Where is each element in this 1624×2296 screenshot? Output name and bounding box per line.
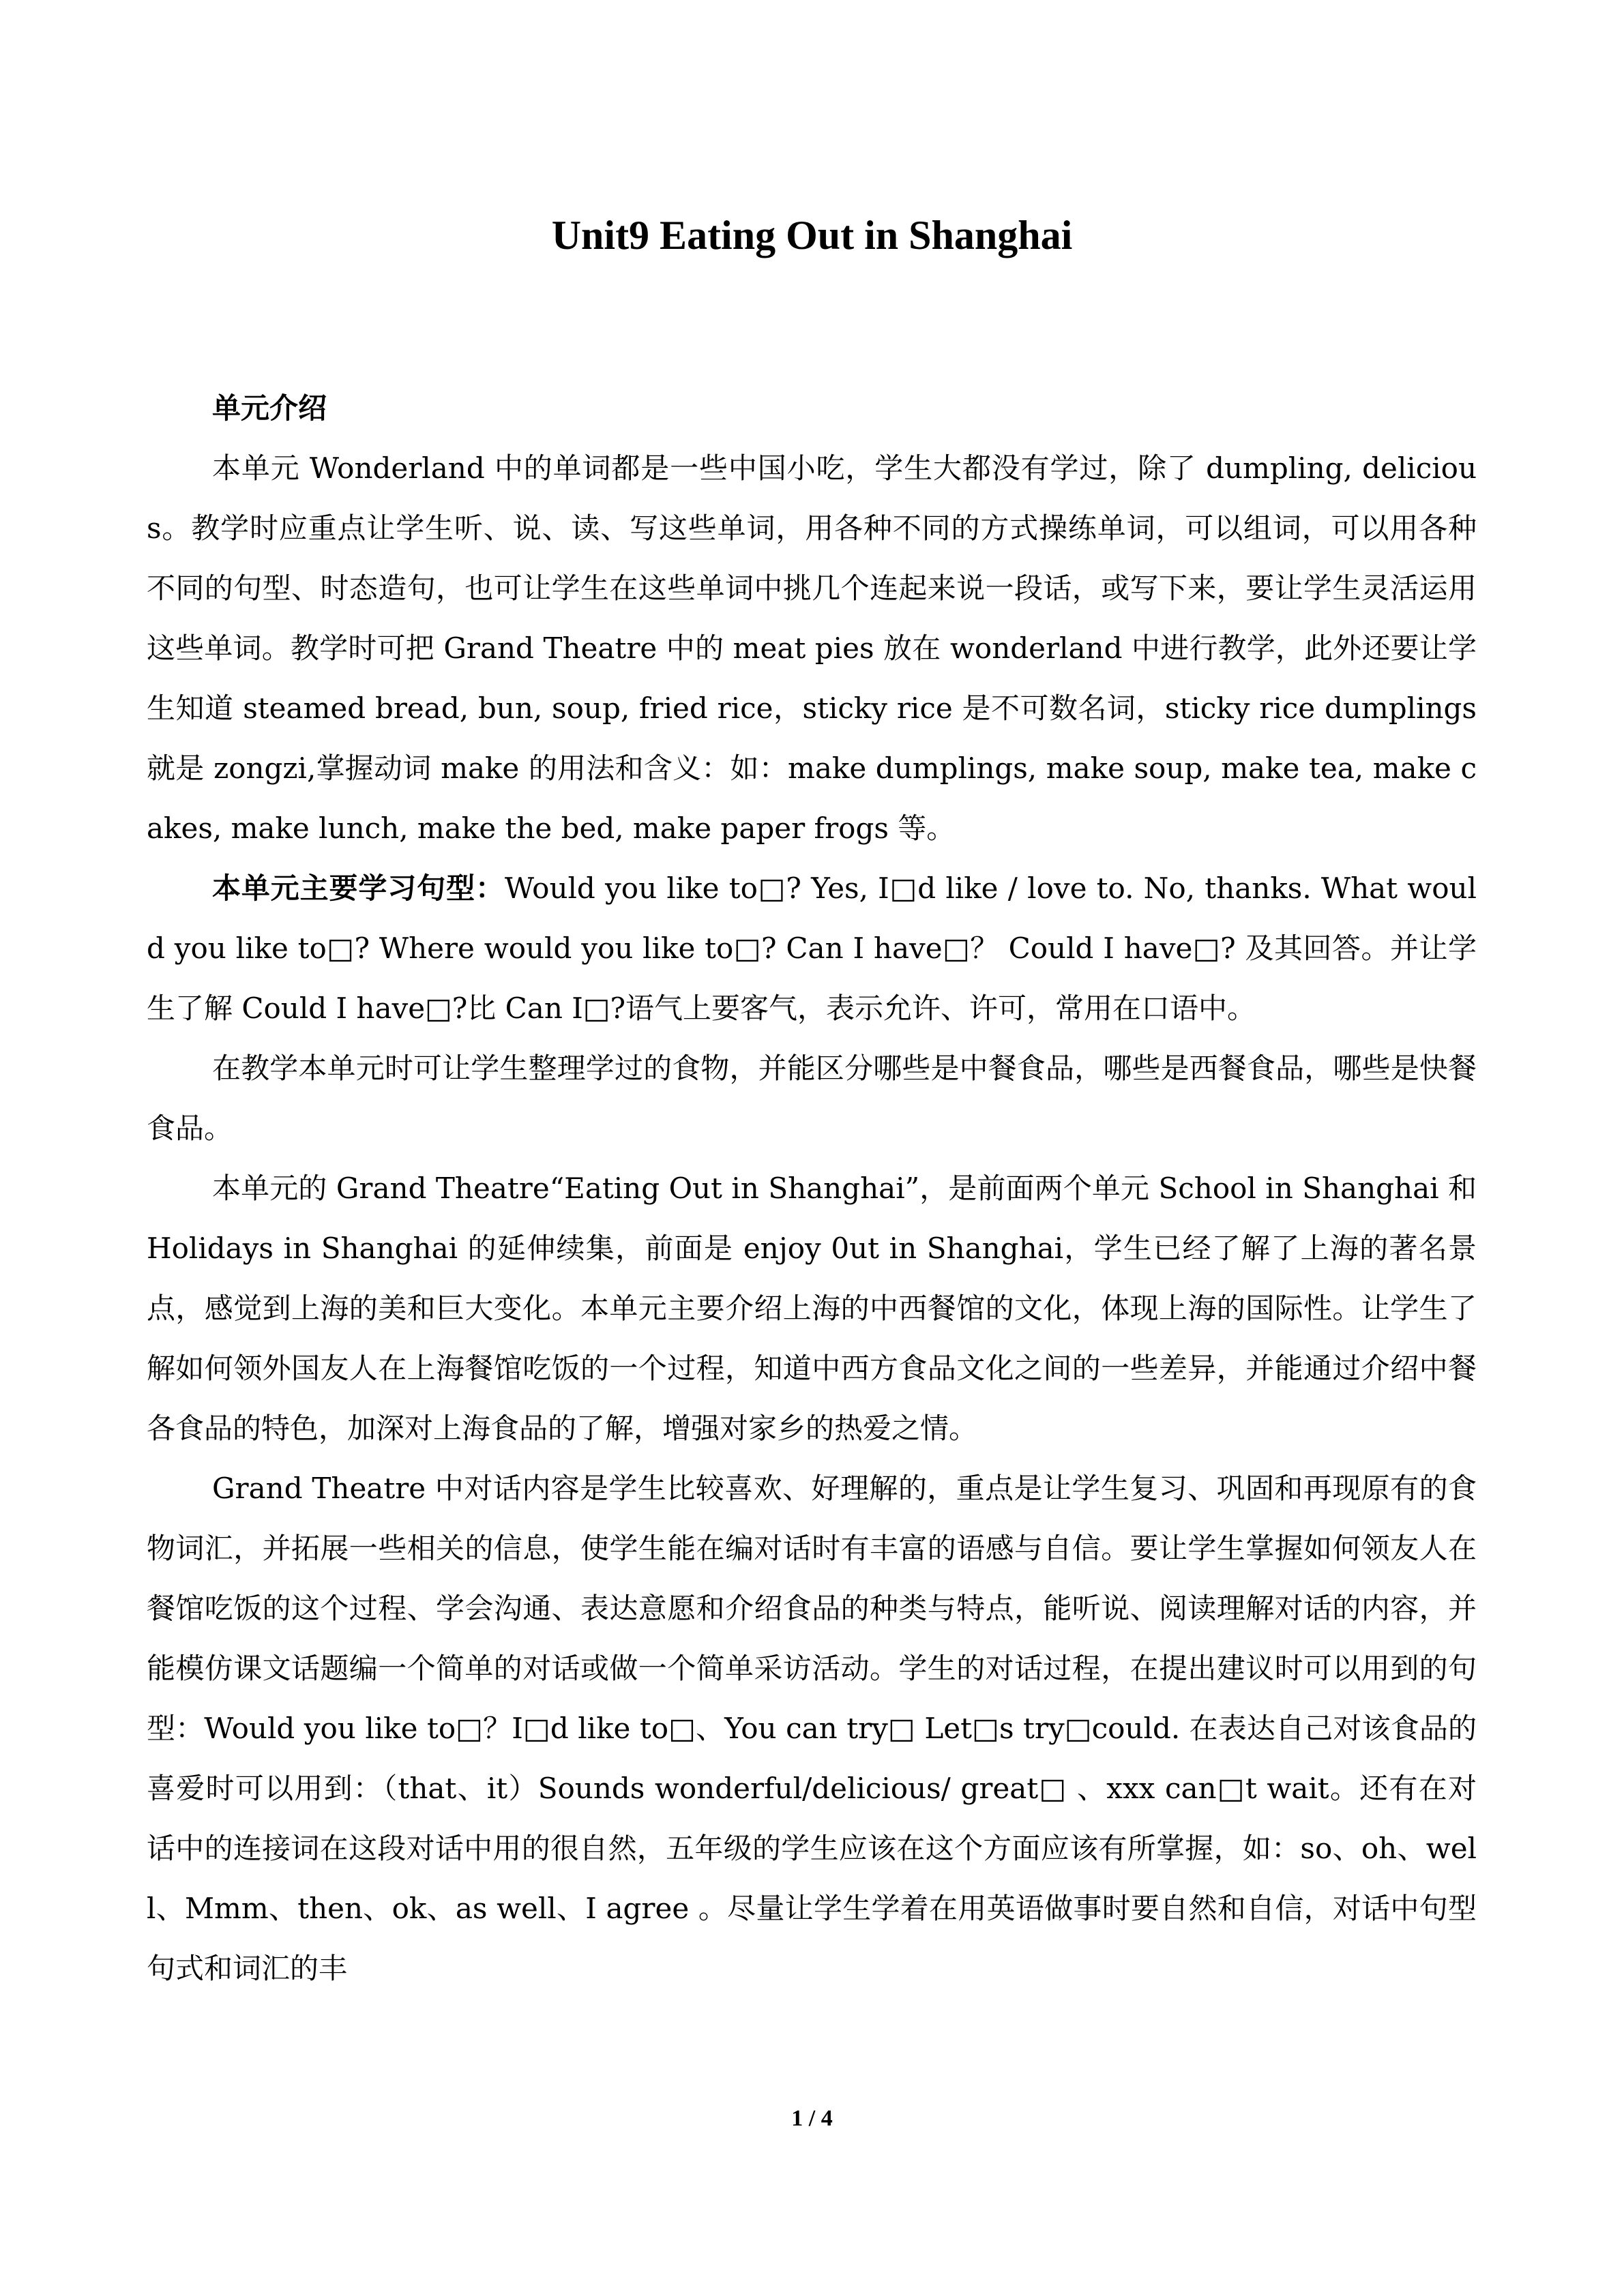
paragraph-grand-theatre-dialogue	[147, 1459, 1477, 1999]
paragraph-sentence-patterns	[147, 859, 1477, 1039]
section-heading: 单元介绍	[212, 391, 327, 425]
paragraph-wonderland-vocabulary	[147, 438, 1477, 859]
paragraph-grand-theatre-intro	[147, 1159, 1477, 1459]
document-title: Unit9 Eating Out in Shanghai	[551, 213, 1073, 258]
paragraph-text: 本单元的 Grand Theatre“Eating Out in Shanghai”，是前面两个单元 School in Shanghai 和 Holidays in Shanghai 的延伸续集，前面是 enjoy 0ut in Shanghai，学生已经了解了上海的著名景点，感觉到上海的美和巨大变化。本单元主要介绍上海的中西餐馆的文化，体现上海的国际性。让学生了解如何领外国友人在上海餐馆吃饭的一个过程，知道中西方食品文化之间的一些差异，并能通过介绍中餐各食品的特色，加深对上海食品的了解，增强对家乡的热爱之情。	[147, 1172, 1477, 1445]
page-number: 1 / 4	[791, 2106, 833, 2131]
paragraph-text: 本单元 Wonderland 中的单词都是一些中国小吃，学生大都没有学过，除了 dumpling, delicious。教学时应重点让学生听、说、读、写这些单词，用各种不同的方式操练单词，可以组词，可以用各种不同的句型、时态造句，也可让学生在这些单词中挑几个连起来说一段话，或写下来，要让学生灵活运用这些单词。教学时可把 Grand Theatre 中的 meat pies 放在 wonderland 中进行教学，此外还要让学生知道 steamed bread, bun, soup, fried rice，sticky rice 是不可数名词，sticky rice dumplings 就是 zongzi,掌握动词 make 的用法和含义：如：make dumplings, make soup, make tea, make cakes, make lunch, make the bed, make paper frogs 等。	[147, 451, 1477, 845]
paragraph-text: Grand Theatre 中对话内容是学生比较喜欢、好理解的，重点是让学生复习、巩固和再现原有的食物词汇，并拓展一些相关的信息，使学生能在编对话时有丰富的语感与自信。要让学生掌握如何领友人在餐馆吃饭的这个过程、学会沟通、表达意愿和介绍食品的种类与特点，能听说、阅读理解对话的内容，并能模仿课文话题编一个简单的对话或做一个简单采访活动。学生的对话过程，在提出建议时可以用到的句型：Would you like to□？I□d like to□、You can try□ Let□s try□could. 在表达自己对该食品的喜爱时可以用到：（that、it）Sounds wonderful/delicious/ great□ 、xxx can□t wait。还有在对话中的连接词在这段对话中用的很自然，五年级的学生应该在这个方面应该有所掌握，如：so、oh、well、Mmm、then、ok、as well、I agree 。尽量让学生学着在用英语做事时要自然和自信，对话中句型句式和词汇的丰	[147, 1472, 1477, 1985]
paragraph-text: 在教学本单元时可让学生整理学过的食物，并能区分哪些是中餐食品，哪些是西餐食品，哪些是快餐食品。	[147, 1052, 1477, 1145]
paragraph-food-categories	[147, 1039, 1477, 1159]
paragraph-text: Would you like to□? Yes, I□d like / love to. No, thanks. What would you like to□? Where would you like to□? Can I have□？ Could I have□? 及其回答。并让学生了解 Could I have□?比 Can I□?语气上要客气，表示允许、许可，常用在口语中。	[147, 871, 1477, 1025]
paragraph-lead-bold: 本单元主要学习句型：	[212, 871, 505, 905]
document-body	[147, 378, 1477, 1999]
